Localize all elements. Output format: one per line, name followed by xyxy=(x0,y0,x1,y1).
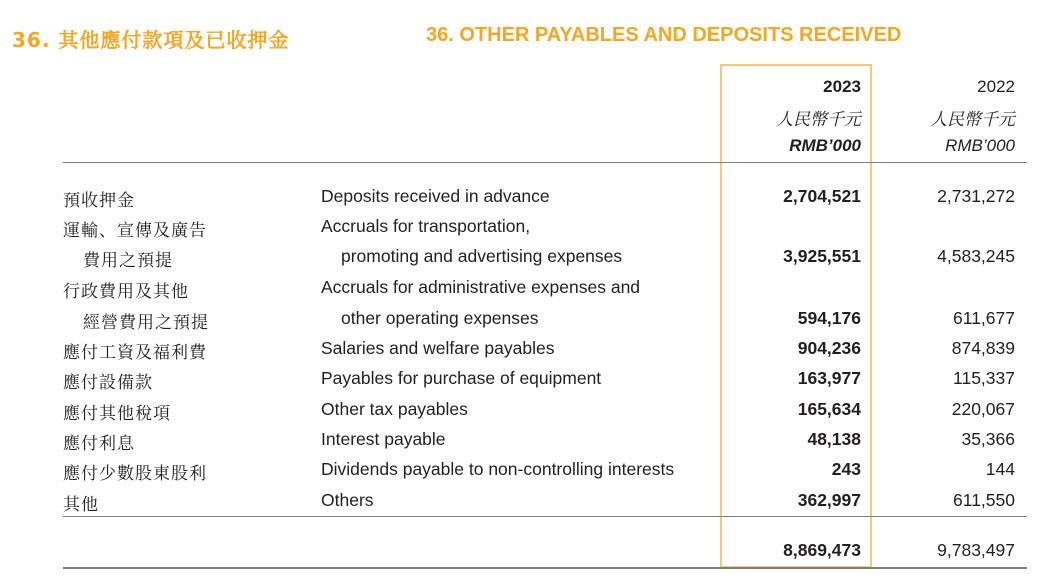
value-2022: 144 xyxy=(985,459,1015,479)
row-label-english: Other tax payables xyxy=(321,399,468,419)
value-2022: 35,366 xyxy=(961,429,1015,449)
value-2022: 2,731,272 xyxy=(937,186,1015,206)
header-rule xyxy=(63,162,1027,163)
value-2022: 611,677 xyxy=(953,308,1015,328)
year-2023-header: 2023 xyxy=(823,77,861,96)
value-2023: 362,997 xyxy=(797,490,861,510)
row-label-chinese: 預收押金 xyxy=(63,191,135,211)
row-label-chinese: 應付利息 xyxy=(63,434,135,454)
total-rule xyxy=(63,567,1027,569)
row-label-chinese-continued: 費用之預提 xyxy=(83,251,173,271)
total-2022: 9,783,497 xyxy=(937,540,1015,560)
value-2023: 2,704,521 xyxy=(783,186,861,206)
value-2023: 165,634 xyxy=(797,399,861,419)
value-2023: 3,925,551 xyxy=(783,246,861,266)
unit-2022: RMB’000 xyxy=(945,136,1015,155)
row-label-english: Others xyxy=(321,490,374,510)
section-title-chinese: 36. 其他應付款項及已收押金 xyxy=(12,28,290,52)
currency-2023-chinese: 人民幣千元 xyxy=(776,110,861,130)
value-2022: 611,550 xyxy=(953,490,1015,510)
row-label-chinese: 應付少數股東股利 xyxy=(63,464,207,484)
row-label-english: Accruals for transportation, xyxy=(321,216,531,236)
row-label-english: Interest payable xyxy=(321,429,446,449)
year-2022-header: 2022 xyxy=(977,77,1015,96)
subtotal-rule xyxy=(63,516,1027,517)
row-label-english-continued: other operating expenses xyxy=(341,308,539,328)
row-label-chinese: 應付工資及福利費 xyxy=(63,343,207,363)
value-2022: 220,067 xyxy=(951,399,1015,419)
currency-2022-chinese: 人民幣千元 xyxy=(930,110,1015,130)
value-2022: 115,337 xyxy=(953,368,1015,388)
row-label-chinese: 運輸、宣傳及廣告 xyxy=(63,221,207,241)
row-label-english-continued: promoting and advertising expenses xyxy=(341,246,623,266)
value-2023: 48,138 xyxy=(807,429,861,449)
row-label-english: Deposits received in advance xyxy=(321,186,550,206)
row-label-chinese: 應付設備款 xyxy=(63,373,153,393)
total-2023: 8,869,473 xyxy=(783,540,861,560)
unit-2023: RMB’000 xyxy=(789,136,861,155)
value-2022: 4,583,245 xyxy=(937,246,1015,266)
row-label-english: Salaries and welfare payables xyxy=(321,338,555,358)
row-label-english: Accruals for administrative expenses and xyxy=(321,277,641,297)
value-2022: 874,839 xyxy=(951,338,1015,358)
row-label-english: Dividends payable to non-controlling interests xyxy=(321,459,675,479)
value-2023: 243 xyxy=(831,459,861,479)
row-label-english: Payables for purchase of equipment xyxy=(321,368,602,388)
row-label-chinese: 應付其他稅項 xyxy=(63,404,171,424)
value-2023: 594,176 xyxy=(797,308,861,328)
row-label-chinese: 其他 xyxy=(63,495,99,515)
row-label-chinese-continued: 經營費用之預提 xyxy=(83,313,209,333)
value-2023: 163,977 xyxy=(797,368,861,388)
value-2023: 904,236 xyxy=(797,338,861,358)
row-label-chinese: 行政費用及其他 xyxy=(63,282,189,302)
section-title-english: 36. OTHER PAYABLES AND DEPOSITS RECEIVED xyxy=(426,24,902,46)
